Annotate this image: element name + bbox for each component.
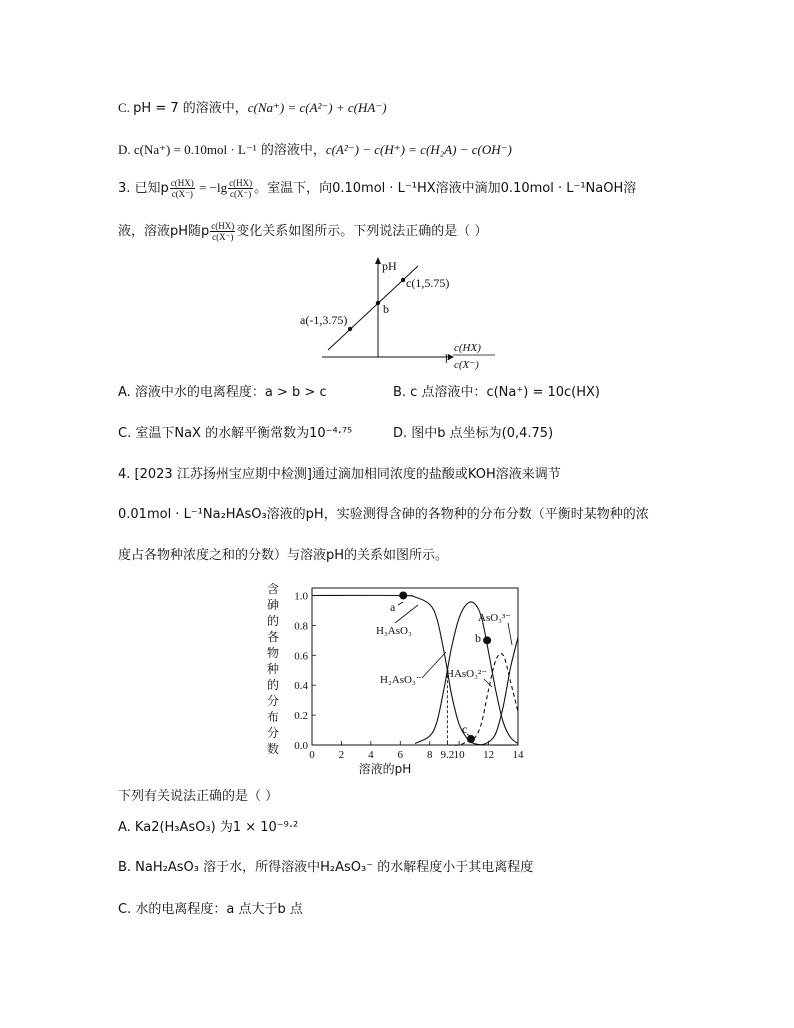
x-tick-label: 12 — [483, 749, 495, 761]
fraction-denominator: c(X⁻) — [171, 189, 193, 199]
q4-stem-line2: 0.01mol · L⁻¹Na₂HAsO₃溶液的pH，实验测得含砷的各物种的分布分数（平衡时某物种的浓 — [118, 507, 649, 522]
annotation-c: c — [462, 722, 468, 736]
q2-option-d — [118, 140, 512, 161]
fraction-denominator: c(X⁻) — [229, 189, 252, 199]
arrow-a — [398, 602, 403, 605]
q4-stem-line1: 4. [2023 江苏扬州宝应期中检测]通过滴加相同浓度的盐酸或KOH溶液来调节 — [118, 467, 561, 482]
formula: c(Na⁺) = c(A²⁻) + c(HA⁻) — [247, 100, 387, 115]
y-axis-label-char: 分 — [266, 694, 280, 708]
point-c-label: c(1,5.75) — [406, 276, 450, 290]
y-axis-label-char: 各 — [266, 630, 280, 644]
fraction — [170, 178, 195, 199]
y-axis-label-group — [267, 583, 279, 756]
q4-option-b: B. NaH₂AsO₃ 溶于水，所得溶液中H₂AsO₃⁻ 的水解程度小于其电离程度 — [118, 860, 534, 875]
series-line-3 — [481, 637, 518, 745]
y-axis-label-char: 的 — [266, 614, 280, 628]
y-axis-label-char: 分 — [266, 726, 280, 740]
stem-text: 液，溶液pH随p — [118, 224, 210, 239]
y-tick-label: 0.6 — [294, 650, 308, 663]
y-tick-label: 0.4 — [294, 680, 308, 693]
q3-stem-line1 — [118, 178, 636, 199]
x-tick-label: 2 — [338, 749, 345, 761]
annotation-h3aso3: H₃AsO₃ — [376, 625, 412, 637]
y-axis-label-char: 物 — [266, 646, 280, 660]
annotation-h2aso3: H₂AsO₃⁻ — [380, 674, 422, 686]
fraction-numerator: c(HX) — [229, 178, 253, 188]
point-a — [399, 591, 407, 599]
q4-distribution-chart — [262, 583, 532, 778]
formula: c(A²⁻) − c(H⁺) = c(H₂A) − c(OH⁻) — [325, 142, 512, 157]
q3-option-c: C. 室温下NaX 的水解平衡常数为10⁻⁴·⁷⁵ — [118, 426, 353, 441]
arrow-haso3 — [484, 679, 492, 687]
arrow-h3aso3 — [395, 605, 418, 623]
y-axis-label: pH — [382, 259, 397, 273]
q4-option-c: C. 水的电离程度：a 点大于b 点 — [118, 902, 303, 917]
q3-graph — [290, 252, 520, 377]
y-axis-label-char: 布 — [266, 710, 280, 724]
q4-stem-line3: 度占各物种浓度之和的分数）与溶液pH的关系如图所示。 — [118, 548, 449, 563]
point-b — [376, 301, 380, 305]
y-tick-label: 0.8 — [294, 620, 308, 633]
arrow-aso3 — [508, 623, 512, 645]
fraction-numerator: c(HX) — [211, 221, 235, 231]
point-b-label: b — [383, 302, 389, 316]
point-a — [348, 327, 352, 331]
x-axis-label: 溶液的pH — [358, 762, 412, 776]
stem-text: 。室温下，向0.10mol · L⁻¹HX溶液中滴加0.10mol · L⁻¹NaOH溶 — [254, 181, 637, 196]
arrow-c — [467, 734, 470, 736]
annotation-aso3: AsO₃³⁻ — [478, 612, 512, 624]
annotation-b: b — [475, 631, 481, 645]
x-tick-label: 4 — [368, 749, 374, 761]
point-c — [467, 735, 475, 743]
y-axis-label-char: 数 — [266, 742, 280, 756]
point-b — [483, 636, 491, 644]
y-axis-label-char: 砷 — [266, 598, 280, 612]
y-axis-label-char: 的 — [266, 678, 280, 692]
annotation-a: a — [390, 600, 396, 614]
stem-text: 变化关系如图所示。下列说法正确的是（ ） — [236, 224, 488, 239]
x-axis-prefix: p — [445, 349, 451, 363]
y-tick-label: 0.0 — [294, 740, 308, 752]
stem-text: = −lg — [195, 180, 228, 195]
formula: c(Na⁺) = 0.10mol · L⁻¹ — [133, 142, 257, 157]
x-tick-label: 8 — [426, 749, 433, 761]
stem-text: 已知p — [134, 181, 169, 196]
fraction-numerator: c(HX) — [170, 178, 194, 188]
fraction-denominator: c(X⁻) — [212, 232, 234, 242]
q2-option-c — [118, 98, 387, 119]
option-text: pH = 7 的溶液中， — [133, 101, 248, 116]
fraction — [228, 178, 253, 199]
y-tick-label: 0.2 — [294, 710, 308, 723]
x-tick-label: 9.2 — [440, 749, 455, 761]
arrow-h2aso3 — [422, 652, 446, 678]
option-text: 的溶液中， — [256, 143, 326, 158]
option-label: D. — [118, 142, 131, 157]
option-label: C. — [118, 100, 130, 115]
x-tick-label: 14 — [512, 749, 524, 761]
y-tick-label: 1.0 — [294, 590, 308, 603]
point-c — [401, 278, 405, 282]
q4-option-a: A. Ka2(H₃AsO₃) 为1 × 10⁻⁹·² — [118, 820, 299, 835]
y-axis-arrow-icon — [375, 257, 381, 264]
annotation-haso3: HAsO₃²⁻ — [446, 668, 488, 680]
fraction — [210, 221, 235, 242]
y-axis-label-char: 含 — [266, 583, 280, 596]
q3-option-a: A. 溶液中水的电离程度：a > b > c — [118, 385, 327, 400]
q3-option-b: B. c 点溶液中：c(Na⁺) = 10c(HX) — [393, 385, 600, 400]
x-axis-frac-num: c(HX) — [454, 342, 481, 354]
q3-option-d: D. 图中b 点坐标为(0,4.75) — [393, 426, 554, 441]
question-number: 3. — [118, 181, 131, 196]
point-a-label: a(-1,3.75) — [300, 313, 348, 327]
x-tick-label: 6 — [397, 749, 404, 761]
x-tick-label: 0 — [309, 749, 315, 761]
y-axis-label-char: 种 — [266, 662, 280, 676]
q3-stem-line2 — [118, 221, 487, 242]
x-tick-label: 10 — [453, 749, 465, 761]
q4-question: 下列有关说法正确的是（ ） — [118, 789, 279, 804]
x-axis-frac-den: c(X⁻) — [454, 359, 479, 371]
